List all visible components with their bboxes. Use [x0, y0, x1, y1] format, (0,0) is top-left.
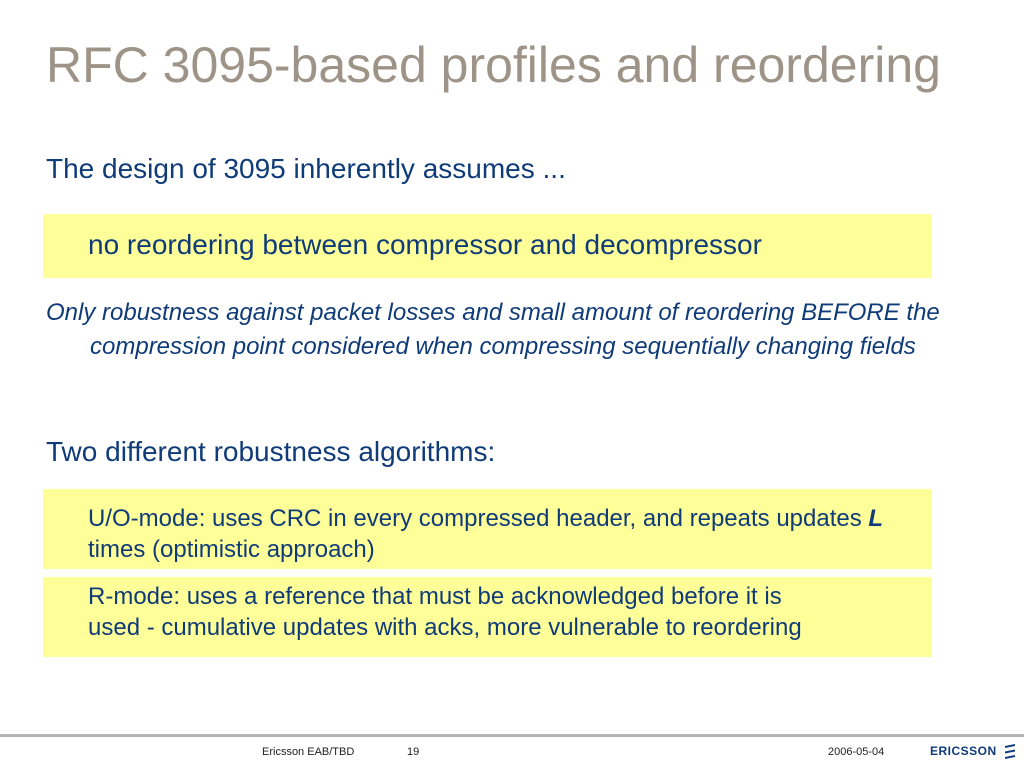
- r-mode-line-2: used - cumulative updates with acks, more vulnerable to reordering: [88, 614, 802, 642]
- uo-mode-text: [88, 503, 932, 565]
- r-mode-box: [43, 577, 932, 657]
- uo-mode-box: [43, 489, 932, 569]
- r-mode-line-1: R-mode: uses a reference that must be acknowledged before it is: [88, 583, 782, 610]
- page-number: 19: [407, 746, 420, 758]
- r-mode-text: [88, 581, 932, 643]
- footer-date: 2006-05-04: [828, 746, 885, 758]
- uo-mode-text-end: times (optimistic approach): [88, 536, 375, 564]
- intro-heading: The design of 3095 inherently assumes ...: [46, 153, 566, 184]
- robustness-note: Only robustness against packet losses and small amount of reordering BEFORE the compression point considered when compressing sequentially changing fields: [46, 299, 940, 361]
- footer-company: Ericsson EAB/TBD: [262, 746, 355, 758]
- assumption-text: no reordering between compressor and decompressor: [88, 229, 762, 260]
- ericsson-logo: [930, 743, 1017, 759]
- uo-mode-text-start: U/O-mode: uses CRC in every compressed header, and repeats updates: [88, 505, 869, 532]
- algorithms-heading: Two different robustness algorithms:: [46, 436, 496, 467]
- assumption-box: [43, 214, 932, 278]
- footer-rule: [0, 734, 1024, 737]
- ericsson-mark-icon: [1003, 743, 1017, 759]
- uo-mode-emphasis: L: [868, 505, 884, 532]
- slide-title: RFC 3095-based profiles and reordering: [46, 37, 941, 93]
- logo-wordmark: ERICSSON: [930, 744, 997, 758]
